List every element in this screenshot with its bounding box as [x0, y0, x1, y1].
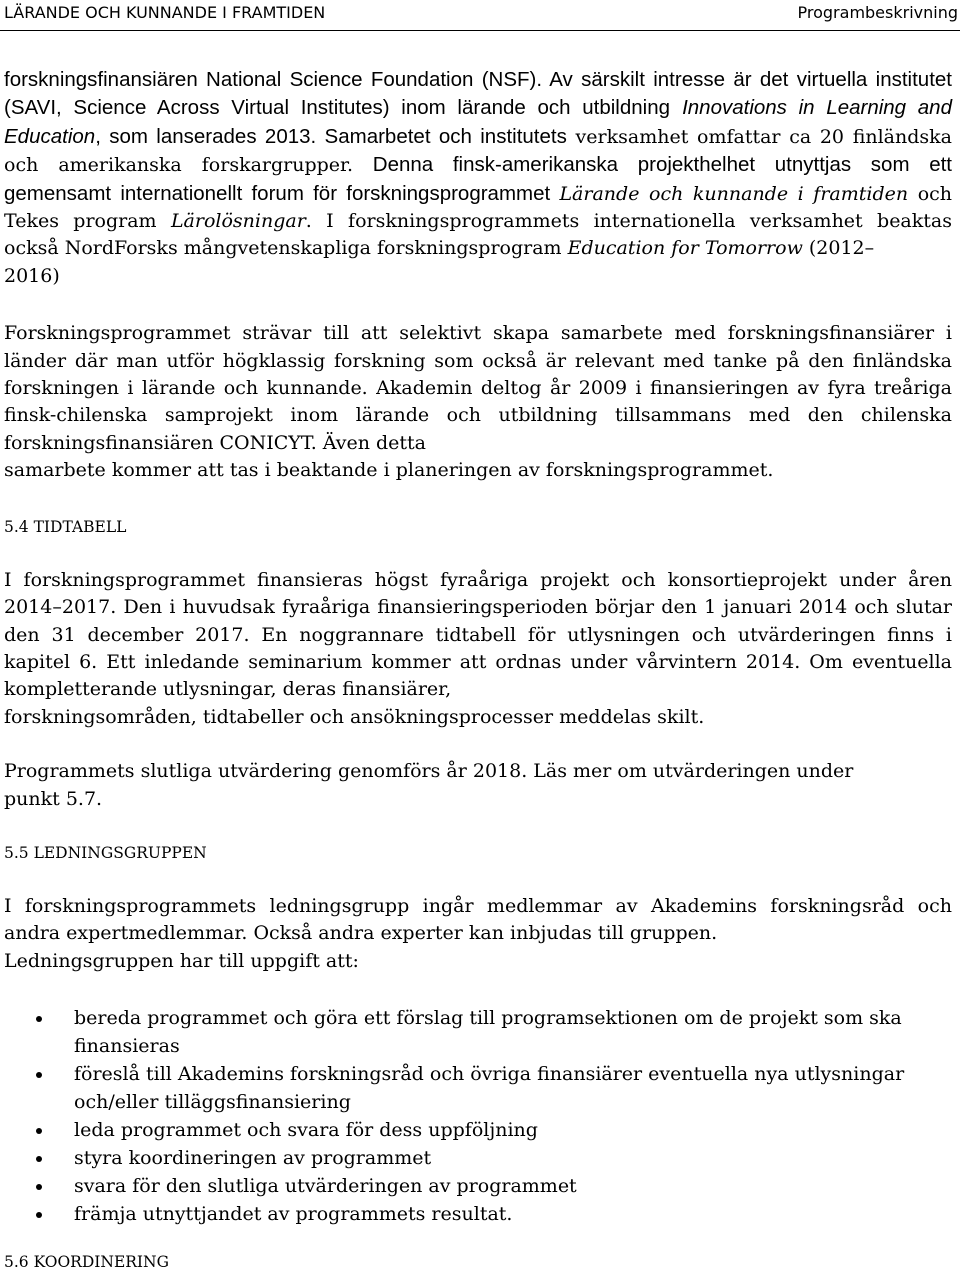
list-item	[4, 1200, 952, 1228]
bullet-icon	[36, 1156, 42, 1162]
list-item	[4, 1060, 952, 1116]
paragraph-timetable-last: forskningsområden, tidtabeller och ansökningsprocesser meddelas skilt.	[4, 705, 705, 728]
document-body	[4, 66, 952, 1272]
bullet-icon	[36, 1016, 42, 1022]
bullet-icon	[36, 1184, 42, 1190]
paragraph-evaluation-last: punkt 5.7.	[4, 787, 103, 810]
header-document-type: Programbeskrivning	[797, 3, 958, 22]
paragraph-selective-cooperation-last: samarbete kommer att tas i beaktande i planeringen av forskningsprogrammet.	[4, 459, 774, 482]
para1-italic-program-name: Lärande och kunnande i framtiden	[559, 182, 909, 205]
para1-text-1: forskningsfinansiären National Science Foundation (NSF). Av särskilt intresse är det virtuella institutet (SAVI, Science Across Virtual Institutes) inom lärande och utbildning	[4, 68, 952, 120]
steering-group-task-list	[4, 1004, 952, 1228]
list-item-text: föreslå till Akademins forskningsråd och övriga finansiärer eventuella nya utlysningar och/eller tilläggsfinansiering	[74, 1063, 905, 1114]
list-item-text: svara för den slutliga utvärderingen av programmet	[74, 1175, 577, 1198]
header-document-title: LÄRANDE OCH KUNNANDE I FRAMTIDEN	[4, 3, 326, 22]
bullet-icon	[36, 1212, 42, 1218]
para1-text-4: verksamhet omfattar ca 20 finländska och amerikanska forskargrupper.	[4, 125, 953, 177]
list-item	[4, 1144, 952, 1172]
paragraph-timetable: I forskningsprogrammet finansieras högst fyraåriga projekt och konsortieprojekt under åren 2014–2017. Den i huvudsak fyraåriga finansieringsperioden börjar den 1 januari 2014 och slutar den 31 december 2017. En noggrannare tidtabell för utlysningen och utvärderingen finns i kapitel 6. Ett inledande seminarium kommer att ordnas under vårvintern 2014. Om eventuella kompletterande utlysningar, deras finansiärer,	[4, 568, 952, 701]
paragraph-evaluation: Programmets slutliga utvärdering genomförs år 2018. Läs mer om utvärderingen under	[4, 760, 854, 783]
para1-italic-innovations: Innovations in Learning and Education	[4, 96, 952, 148]
list-item-text: bereda programmet och göra ett förslag till programsektionen om de projekt som ska finansieras	[74, 1007, 902, 1058]
para1-text-3: , som lanserades 2013. Samarbetet och institutets	[95, 124, 567, 148]
paragraph-steering-group: I forskningsprogrammets ledningsgrupp ingår medlemmar av Akademins forskningsråd och andra expertmedlemmar. Också andra experter kan inbjudas till gruppen.	[4, 894, 952, 945]
list-item-text: leda programmet och svara för dess uppföljning	[74, 1119, 538, 1142]
para1-italic-larolosningar: Lärolösningar	[170, 210, 306, 233]
para1-italic-education-for-tomorrow: Education for Tomorrow	[567, 237, 803, 260]
para1-text-9: . I forskningsprogrammets internationella verksamhet beaktas också NordForsks mångvetenskapliga forskningsprogram	[4, 210, 952, 260]
paragraph-steering-group-last: Ledningsgruppen har till uppgift att:	[4, 949, 359, 972]
paragraph-selective-cooperation: Forskningsprogrammet strävar till att selektivt skapa samarbete med forskningsfinansiärer i länder där man utför högklassig forskning som också är relevant med tanke på den finländska forskningen i lärande och kunnande. Akademin deltog år 2009 i finansieringen av fyra treåriga finsk-chilenska samprojekt inom lärande och utbildning tillsammans med den chilenska forskningsfinansiären CONICYT. Även detta	[4, 322, 952, 454]
section-heading-coordination: 5.6 KOORDINERING	[4, 1253, 169, 1272]
section-heading-timetable: 5.4 TIDTABELL	[4, 517, 127, 536]
section-heading-steering-group: 5.5 LEDNINGSGRUPPEN	[4, 843, 207, 862]
page-header	[0, 0, 960, 31]
para1-last-line: 2016)	[4, 264, 60, 287]
list-item	[4, 1172, 952, 1200]
list-item-text: styra koordineringen av programmet	[74, 1147, 432, 1170]
para1-text-7: och Tekes program	[4, 182, 953, 233]
paragraph-international-cooperation	[4, 66, 952, 263]
bullet-icon	[36, 1128, 42, 1134]
para1-text-5: Denna finsk-amerikanska projekthelhet utnyttjas som ett gemensamt internationellt forum för forskningsprogrammet	[4, 153, 952, 205]
bullet-icon	[36, 1072, 42, 1078]
list-item	[4, 1004, 952, 1060]
list-item	[4, 1116, 952, 1144]
list-item-text: främja utnyttjandet av programmets resultat.	[74, 1203, 513, 1226]
para1-text-11: (2012–	[802, 237, 875, 260]
